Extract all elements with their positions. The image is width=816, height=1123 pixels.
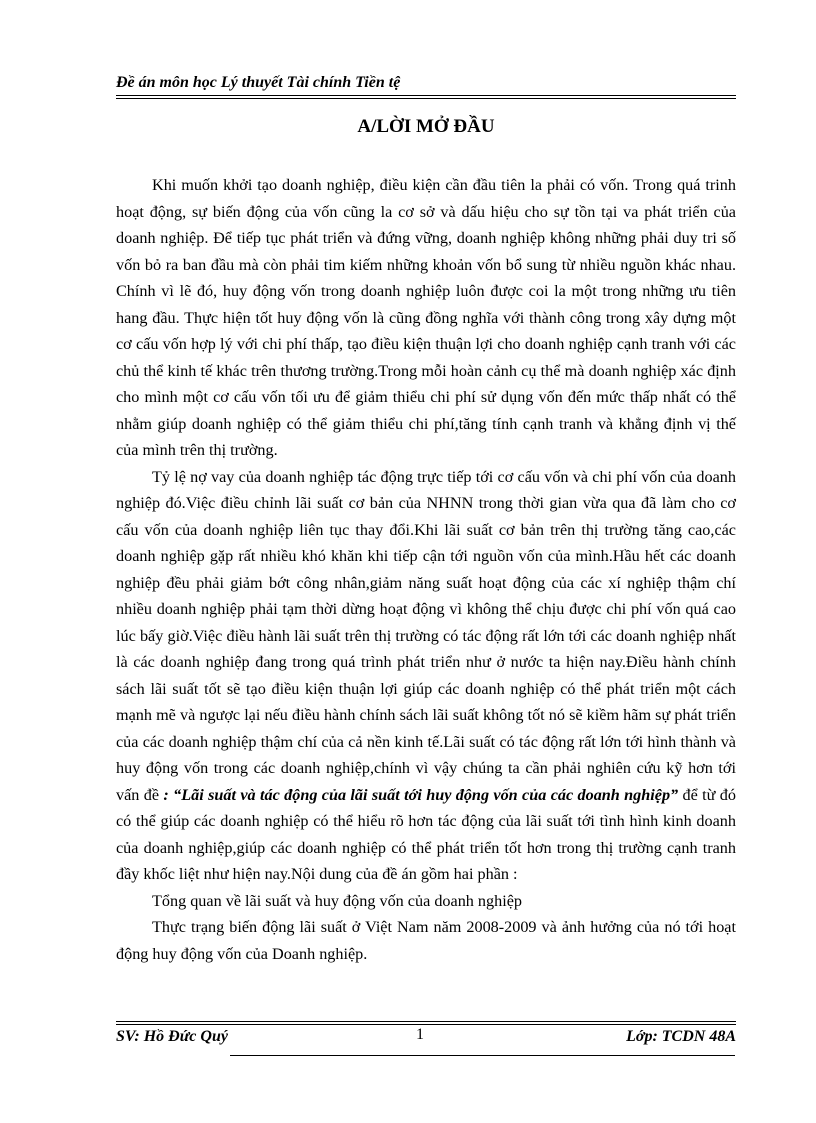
- document-body: [116, 172, 736, 967]
- paragraph-1: Khi muốn khởi tạo doanh nghiệp, điều kiện cần đầu tiên la phải có vốn. Trong quá trinh hoạt động, sự biến động của vốn cũng la cơ sở và dấu hiệu cho sự tồn tại va phát triển của doanh nghiệp. Để tiếp tục phát triển và đứng vững, doanh nghiệp không những phải duy tri số vốn bỏ ra ban đầu mà còn phải tim kiếm những khoản vốn bổ sung từ nhiều nguồn khác nhau. Chính vì lẽ đó, huy động vốn trong doanh nghiệp luôn được coi la một trong những ưu tiên hang đầu. Thực hiện tốt huy động vốn là cũng đồng nghĩa với thành công trong xây dựng một cơ cấu vốn hợp lý với chi phí thấp, tạo điều kiện thuận lợi cho doanh nghiệp cạnh tranh với các chủ thể kinh tế khác trên thương trường.Trong mỗi hoàn cảnh cụ thể mà doanh nghiệp xác định cho mình một cơ cấu vốn tối ưu để giảm thiểu chi phí sử dụng vốn đến mức thấp nhất có thể nhằm giúp doanh nghiệp có thể giảm thiểu chi phí,tăng tính cạnh tranh và khẳng định vị thế của mình trên thị trường.: [116, 176, 736, 459]
- paragraph-2-continuation: để từ đó có thể giúp các doanh nghiệp có thể hiểu rõ hơn tác động của lãi suất tới tình hình kinh doanh của doanh nghiệp,giúp các doanh nghiệp có thể phát triển tốt hơn trong thị trường cạnh tranh đầy khốc liệt như hiện nay.Nội dung của đề án gồm hai phần :: [116, 785, 736, 883]
- document-heading: A/LỜI MỞ ĐẦU: [357, 116, 495, 137]
- header-rule: [116, 95, 736, 99]
- page-number: 1: [416, 1026, 424, 1043]
- footer-student: SV: Hồ Đức Quý: [116, 1028, 228, 1045]
- paragraph-2-text: Tỷ lệ nợ vay của doanh nghiệp tác động trực tiếp tới cơ cấu vốn và chi phí vốn của doanh nghiệp đó.Việc điều chỉnh lãi suất cơ bản của NHNN trong thời gian vừa qua đã làm cho cơ cấu vốn của doanh nghiệp liên tục thay đổi.Khi lãi suất cơ bản trên thị trường tăng cao,các doanh nghiệp gặp rất nhiều khó khăn khi tiếp cận tới nguồn vốn của mình.Hầu hết các doanh nghiệp đều phải giảm bớt công nhân,giảm năng suất hoạt động của các xí nghiệp thậm chí nhiều doanh nghiệp phải tạm thời dừng hoạt động vì không thể chịu được chi phí vốn quá cao lúc bấy giờ.Việc điều hành lãi suất trên thị trường có tác động rất lớn tới các doanh nghiệp nhất là các doanh nghiệp đang trong quá trình phát triển như ở nước ta hiện nay.Điều hành chính sách lãi suất tốt sẽ tạo điều kiện thuận lợi giúp các doanh nghiệp có thể phát triển một cách mạnh mẽ và ngược lại nếu điều hành chính sách lãi suất không tốt nó sẽ kiềm hãm sự phát triển của các doanh nghiệp thậm chí của cả nền kinh tế.Lãi suất có tác động rất lớn tới hình thành và huy động vốn trong các doanh nghiệp,chính vì vậy chúng ta cần phải nghiên cứu kỹ hơn tới vấn đề: [116, 467, 736, 804]
- page-header: Đề án môn học Lý thuyết Tài chính Tiền tệ: [116, 74, 401, 91]
- footer-class: Lớp: TCDN 48A: [626, 1028, 736, 1045]
- paragraph-2: [116, 464, 736, 888]
- footer-rule: [116, 1021, 736, 1025]
- topic-title: : “Lãi suất và tác động của lãi suất tới huy động vốn của các doanh nghiệp”: [163, 785, 679, 804]
- footer-bottom-rule: [230, 1055, 735, 1056]
- paragraph-3: Tổng quan về lãi suất và huy động vốn của doanh nghiệp: [152, 891, 522, 910]
- paragraph-4: Thực trạng biến động lãi suất ở Việt Nam năm 2008-2009 và ảnh hưởng của nó tới hoạt động huy động vốn của Doanh nghiệp.: [116, 918, 736, 963]
